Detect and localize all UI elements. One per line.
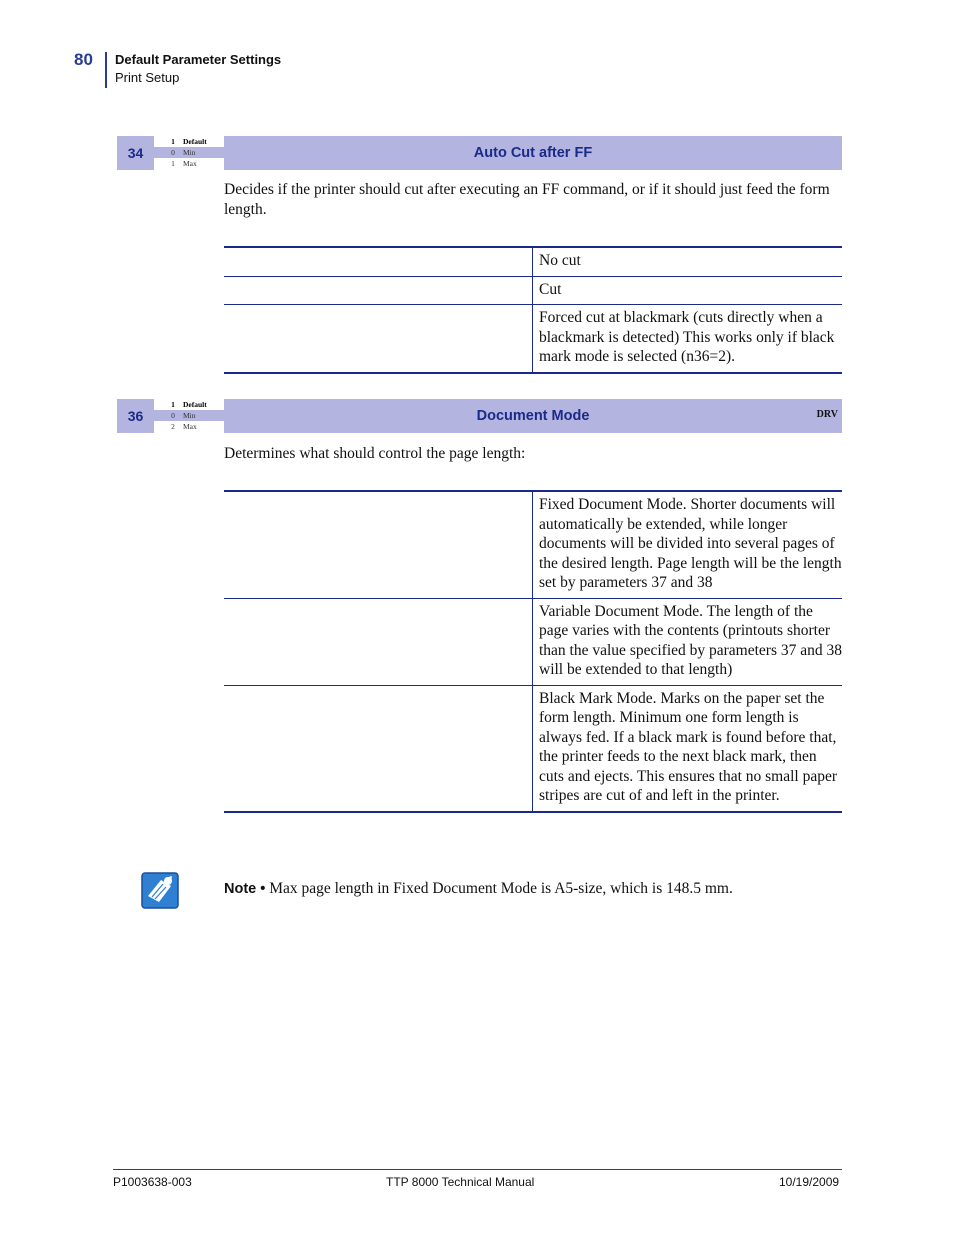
option-text: Cut bbox=[539, 280, 562, 298]
option-value bbox=[224, 599, 533, 685]
table-row bbox=[224, 598, 842, 685]
option-text: Black Mark Mode. Marks on the paper set the form length. Minimum one form length is always fed. If a black mark is found before that, the printer feeds to the next black mark, then cuts and ejects. This ensures that no small paper stripes are cut of and left in the printer. bbox=[539, 689, 838, 804]
default-value: 1 bbox=[171, 137, 175, 146]
param-34-header bbox=[117, 136, 842, 170]
footer-divider bbox=[113, 1169, 842, 1170]
max-value: 2 bbox=[171, 422, 175, 431]
subsection-title: Print Setup bbox=[115, 70, 180, 85]
option-value bbox=[224, 492, 533, 598]
footer-date: 10/19/2009 bbox=[779, 1175, 840, 1189]
drv-badge: DRV bbox=[816, 409, 838, 420]
max-row bbox=[154, 421, 224, 432]
param-range bbox=[154, 399, 224, 433]
min-value: 0 bbox=[171, 148, 175, 157]
option-text: Fixed Document Mode. Shorter documents will automatically be extended, while longer documents will be divided into several pages of the desired length. Page length will be the length set by parameters 37 and 38 bbox=[539, 496, 842, 591]
footer-doc-number: P1003638-003 bbox=[113, 1175, 192, 1189]
option-value bbox=[224, 248, 533, 276]
option-text: Forced cut at blackmark (cuts directly when a blackmark is detected) This works only if black mark mode is selected (n36=2). bbox=[539, 309, 835, 365]
min-label: Min bbox=[183, 411, 196, 420]
option-value bbox=[224, 305, 533, 372]
param-range bbox=[154, 136, 224, 170]
param-title: Document Mode bbox=[224, 399, 842, 433]
param-34-description: Decides if the printer should cut after executing an FF command, or if it should just feed the form length. bbox=[224, 181, 830, 218]
param-number: 34 bbox=[117, 136, 154, 170]
table-row bbox=[224, 685, 842, 811]
header-divider bbox=[105, 52, 107, 88]
note-text bbox=[224, 879, 733, 899]
default-label: Default bbox=[183, 137, 207, 146]
default-value: 1 bbox=[171, 400, 175, 409]
option-value bbox=[224, 277, 533, 305]
note-label: Note • bbox=[224, 881, 266, 897]
min-row bbox=[154, 410, 224, 421]
default-row bbox=[154, 399, 224, 410]
param-title: Auto Cut after FF bbox=[224, 136, 842, 170]
section-title: Default Parameter Settings bbox=[115, 52, 282, 67]
option-text: No cut bbox=[539, 252, 581, 269]
param-36-options-table bbox=[224, 490, 842, 813]
table-row bbox=[224, 276, 842, 305]
min-row bbox=[154, 147, 224, 158]
min-label: Min bbox=[183, 148, 196, 157]
note-hand-icon bbox=[141, 872, 179, 909]
table-row bbox=[224, 304, 842, 372]
option-value bbox=[224, 686, 533, 811]
param-number: 36 bbox=[117, 399, 154, 433]
default-row bbox=[154, 136, 224, 147]
default-label: Default bbox=[183, 400, 207, 409]
table-row bbox=[224, 248, 842, 276]
footer-manual-title: TTP 8000 Technical Manual bbox=[386, 1175, 535, 1189]
option-text: Variable Document Mode. The length of the page varies with the contents (printouts shorter than the value specified by parameters 37 and 38 will be extended to that length) bbox=[539, 602, 842, 678]
param-36-header bbox=[117, 399, 842, 433]
param-34-options-table bbox=[224, 246, 842, 374]
param-36-description: Determines what should control the page length: bbox=[224, 445, 526, 462]
min-value: 0 bbox=[171, 411, 175, 420]
max-label: Max bbox=[183, 159, 197, 168]
table-row bbox=[224, 492, 842, 598]
max-row bbox=[154, 158, 224, 169]
page-number: 80 bbox=[74, 50, 93, 69]
max-value: 1 bbox=[171, 159, 175, 168]
note-body: Max page length in Fixed Document Mode is A5-size, which is 148.5 mm. bbox=[265, 880, 733, 897]
max-label: Max bbox=[183, 422, 197, 431]
